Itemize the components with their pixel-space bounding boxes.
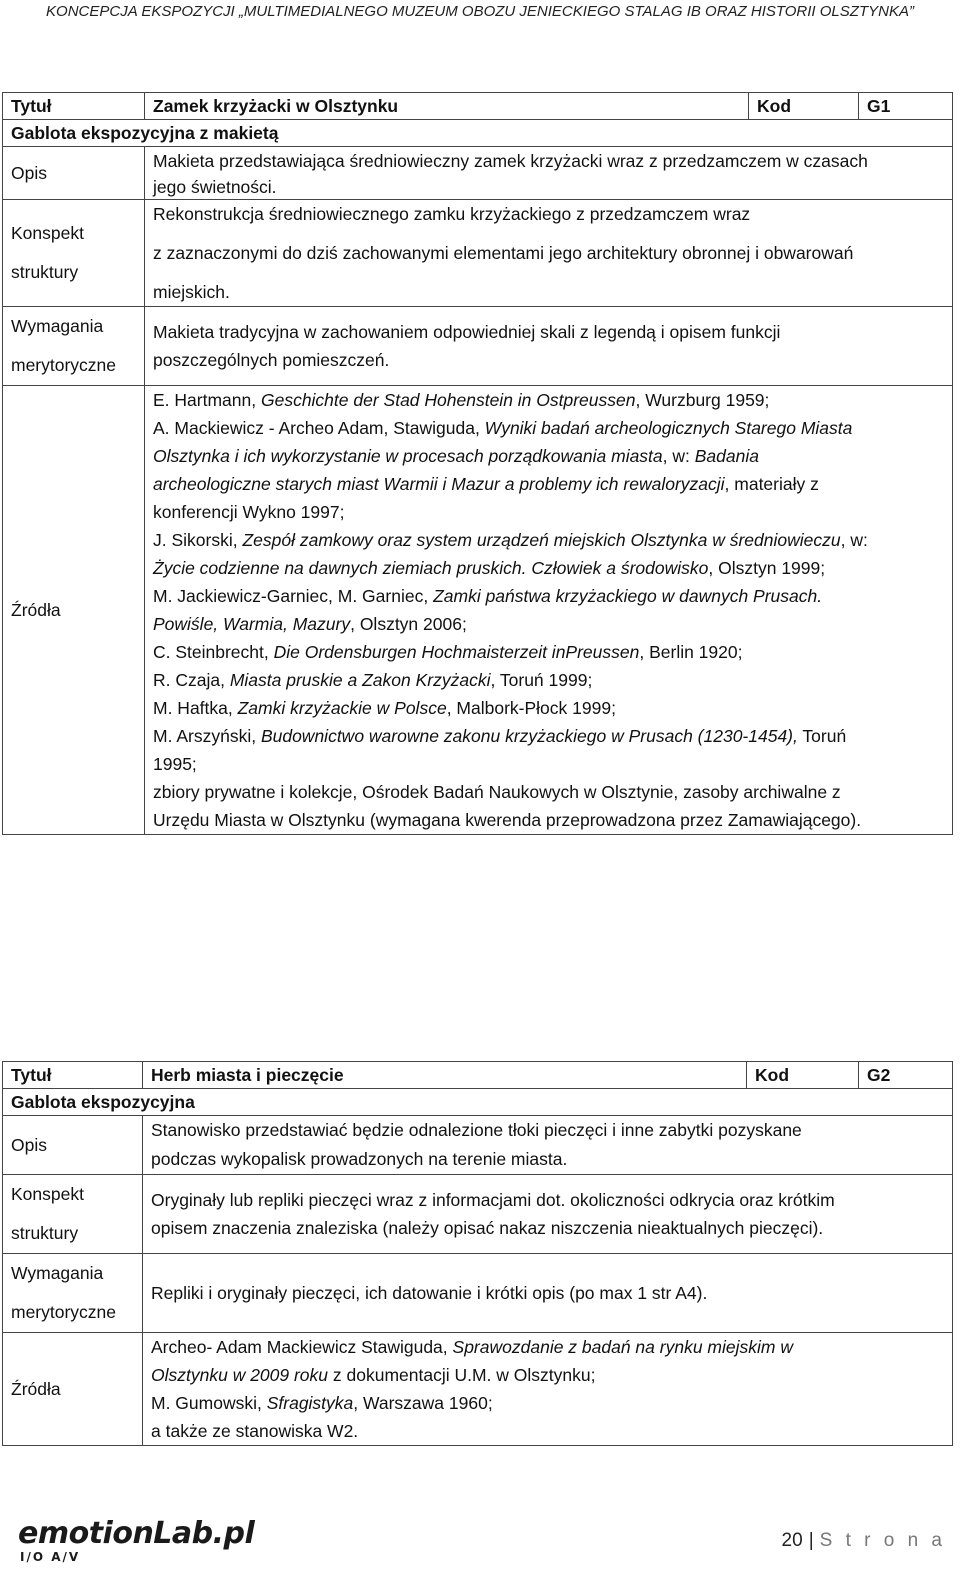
source-line xyxy=(153,610,944,638)
wymagania-line: Repliki i oryginały pieczęci, ich datowanie i krótki opis (po max 1 str A4). xyxy=(151,1283,708,1303)
source-title: Wyniki badań archeologicznych Starego Miasta xyxy=(484,418,853,438)
source-title: Sprawozdanie z badań na rynku miejskim w xyxy=(452,1337,793,1357)
opis-content xyxy=(143,1116,953,1175)
source-text: Archeo- Adam Mackiewicz Stawiguda, xyxy=(151,1337,453,1357)
opis-line: jego świetności. xyxy=(153,177,277,197)
section-heading: Gablota ekspozycyjna xyxy=(3,1089,953,1116)
title-label: Tytuł xyxy=(3,1062,143,1089)
source-text: z dokumentacji U.M. w Olsztynku; xyxy=(328,1365,596,1385)
wymagania-label-line2: merytoryczne xyxy=(11,1302,117,1322)
document-header: KONCEPCJA EKSPOZYCJI „MULTIMEDIALNEGO MUZEUM OBOZU JENIECKIEGO STALAG IB ORAZ HISTORII OLSZTYNKA” xyxy=(46,3,914,20)
source-title: Sfragistyka xyxy=(266,1393,354,1413)
source-line xyxy=(153,526,944,554)
konspekt-line: opisem znaczenia znaleziska (należy opisać nakaz niszczenia nieaktualnych pieczęci). xyxy=(151,1218,824,1238)
wymagania-label-line2: merytoryczne xyxy=(11,355,117,375)
source-line xyxy=(153,442,944,470)
source-text: , Berlin 1920; xyxy=(639,642,743,662)
source-line xyxy=(153,806,944,834)
opis-line: podczas wykopalisk prowadzonych na terenie miasta. xyxy=(151,1149,568,1169)
source-text: , w: xyxy=(662,446,695,466)
konspekt-label-line1: Konspekt xyxy=(11,1184,84,1204)
source-text: konferencji Wykno 1997; xyxy=(153,502,345,522)
emotionlab-logo xyxy=(18,1517,258,1565)
source-line xyxy=(153,582,944,610)
source-line xyxy=(153,554,944,582)
source-title: Die Ordensburgen Hochmaisterzeit inPreussen xyxy=(273,642,640,662)
source-text: J. Sikorski, xyxy=(153,530,243,550)
wymagania-label-line1: Wymagania xyxy=(11,1263,104,1283)
konspekt-line: Oryginały lub repliki pieczęci wraz z informacjami dot. okoliczności odkrycia oraz krótkim xyxy=(151,1190,835,1210)
code-label: Kod xyxy=(747,1062,859,1089)
source-line xyxy=(153,414,944,442)
section-row xyxy=(3,1089,953,1116)
konspekt-content xyxy=(145,200,953,307)
page-number-value: 20 xyxy=(781,1530,803,1551)
exhibit-title: Zamek krzyżacki w Olsztynku xyxy=(145,93,749,120)
exhibit-table-g1 xyxy=(2,92,953,835)
source-title: Zespół zamkowy oraz system urządzeń miejskich Olsztynka w średniowieczu xyxy=(242,530,841,550)
source-text: M. Arszyński, xyxy=(153,726,261,746)
wymagania-content xyxy=(145,307,953,386)
source-line xyxy=(153,498,944,526)
title-row xyxy=(3,1062,953,1089)
source-title: Miasta pruskie a Zakon Krzyżacki xyxy=(229,670,491,690)
exhibit-code: G2 xyxy=(859,1062,953,1089)
source-text: A. Mackiewicz - Archeo Adam, Stawiguda, xyxy=(153,418,485,438)
wymagania-content xyxy=(143,1254,953,1333)
wymagania-line: Makieta tradycyjna w zachowaniem odpowiedniej skali z legendą i opisem funkcji xyxy=(153,322,781,342)
opis-label: Opis xyxy=(3,147,145,200)
konspekt-label xyxy=(3,200,145,307)
source-title: Olsztynku w 2009 roku xyxy=(151,1365,329,1385)
wymagania-label xyxy=(3,1254,143,1333)
konspekt-content xyxy=(143,1175,953,1254)
source-line xyxy=(153,638,944,666)
source-line xyxy=(153,750,944,778)
source-text: C. Steinbrecht, xyxy=(153,642,274,662)
source-line xyxy=(151,1333,944,1361)
source-text: 1995; xyxy=(153,754,197,774)
wymagania-row xyxy=(3,307,953,386)
source-text: , Wurzburg 1959; xyxy=(635,390,770,410)
konspekt-line: Rekonstrukcja średniowiecznego zamku krzyżackiego z przedzamczem wraz xyxy=(153,204,751,224)
sources-list xyxy=(143,1333,953,1446)
source-text: , Toruń 1999; xyxy=(490,670,593,690)
zrodla-label: Źródła xyxy=(3,1333,143,1446)
source-text: R. Czaja, xyxy=(153,670,230,690)
opis-row xyxy=(3,1116,953,1175)
source-text: , materiały z xyxy=(724,474,819,494)
exhibit-title: Herb miasta i pieczęcie xyxy=(143,1062,747,1089)
exhibit-table-g2 xyxy=(2,1061,953,1446)
opis-line: Makieta przedstawiająca średniowieczny zamek krzyżacki wraz z przedzamczem w czasach xyxy=(153,151,868,171)
source-text: , Malbork-Płock 1999; xyxy=(446,698,616,718)
section-row xyxy=(3,120,953,147)
konspekt-row xyxy=(3,200,953,307)
logo-text: emotionLab.pl xyxy=(18,1516,255,1551)
opis-line: Stanowisko przedstawiać będzie odnalezione tłoki pieczęci i inne zabytki pozyskane xyxy=(151,1120,802,1140)
source-text: E. Hartmann, xyxy=(153,390,261,410)
konspekt-row xyxy=(3,1175,953,1254)
source-title: archeologiczne starych miast Warmii i Mazur a problemy ich rewaloryzacji xyxy=(153,474,725,494)
konspekt-line: z zaznaczonymi do dziś zachowanymi elementami jego architektury obronnej i obwarowań xyxy=(153,243,854,263)
source-line xyxy=(153,470,944,498)
source-text: Urzędu Miasta w Olsztynku (wymagana kwerenda przeprowadzona przez Zamawiającego). xyxy=(153,810,862,830)
logo-subtext: I/O A/V xyxy=(20,1550,81,1564)
title-row xyxy=(3,93,953,120)
source-line xyxy=(153,666,944,694)
code-label: Kod xyxy=(749,93,859,120)
source-title: Zamki krzyżackie w Polsce xyxy=(237,698,447,718)
source-line xyxy=(153,694,944,722)
source-line xyxy=(153,722,944,750)
page-separator: | xyxy=(808,1530,814,1551)
source-title: Życie codzienne na dawnych ziemiach pruskich. Człowiek a środowisko xyxy=(153,558,709,578)
source-text: , Warszawa 1960; xyxy=(353,1393,493,1413)
section-heading: Gablota ekspozycyjna z makietą xyxy=(3,120,953,147)
source-text: Toruń xyxy=(797,726,847,746)
source-text: , Olsztyn 1999; xyxy=(708,558,826,578)
source-text: , Olsztyn 2006; xyxy=(350,614,467,634)
title-label: Tytuł xyxy=(3,93,145,120)
zrodla-row xyxy=(3,1333,953,1446)
zrodla-label: Źródła xyxy=(3,386,145,835)
source-line xyxy=(153,778,944,806)
wymagania-line: poszczególnych pomieszczeń. xyxy=(153,350,390,370)
source-text: M. Gumowski, xyxy=(151,1393,267,1413)
source-title: Powiśle, Warmia, Mazury xyxy=(153,614,351,634)
source-line xyxy=(151,1389,944,1417)
source-text: zbiory prywatne i kolekcje, Ośrodek Badań Naukowych w Olsztynie, zasoby archiwalne z xyxy=(153,782,841,802)
source-title: Olsztynka i ich wykorzystanie w procesach porządkowania miasta xyxy=(153,446,663,466)
opis-row xyxy=(3,147,953,200)
source-title: Geschichte der Stad Hohenstein in Ostpreussen xyxy=(260,390,636,410)
wymagania-row xyxy=(3,1254,953,1333)
source-line xyxy=(151,1417,944,1445)
page-number xyxy=(782,1530,946,1552)
source-text: , w: xyxy=(840,530,868,550)
page-word: S t r o n a xyxy=(819,1530,946,1551)
source-title: Budownictwo warowne zakonu krzyżackiego w Prusach (1230-1454), xyxy=(260,726,798,746)
wymagania-label-line1: Wymagania xyxy=(11,316,104,336)
source-text: M. Haftka, xyxy=(153,698,238,718)
konspekt-label-line2: struktury xyxy=(11,1223,79,1243)
konspekt-label xyxy=(3,1175,143,1254)
exhibit-code: G1 xyxy=(859,93,953,120)
konspekt-line: miejskich. xyxy=(153,282,230,302)
source-title: Badania xyxy=(694,446,759,466)
zrodla-row xyxy=(3,386,953,835)
source-line xyxy=(151,1361,944,1389)
opis-label: Opis xyxy=(3,1116,143,1175)
konspekt-label-line2: struktury xyxy=(11,262,79,282)
source-title: Zamki państwa krzyżackiego w dawnych Prusach. xyxy=(433,586,823,606)
wymagania-label xyxy=(3,307,145,386)
source-text: M. Jackiewicz-Garniec, M. Garniec, xyxy=(153,586,434,606)
source-line xyxy=(153,386,944,414)
konspekt-label-line1: Konspekt xyxy=(11,223,84,243)
opis-content xyxy=(145,147,953,200)
sources-list xyxy=(145,386,953,835)
source-text: a także ze stanowiska W2. xyxy=(151,1421,359,1441)
